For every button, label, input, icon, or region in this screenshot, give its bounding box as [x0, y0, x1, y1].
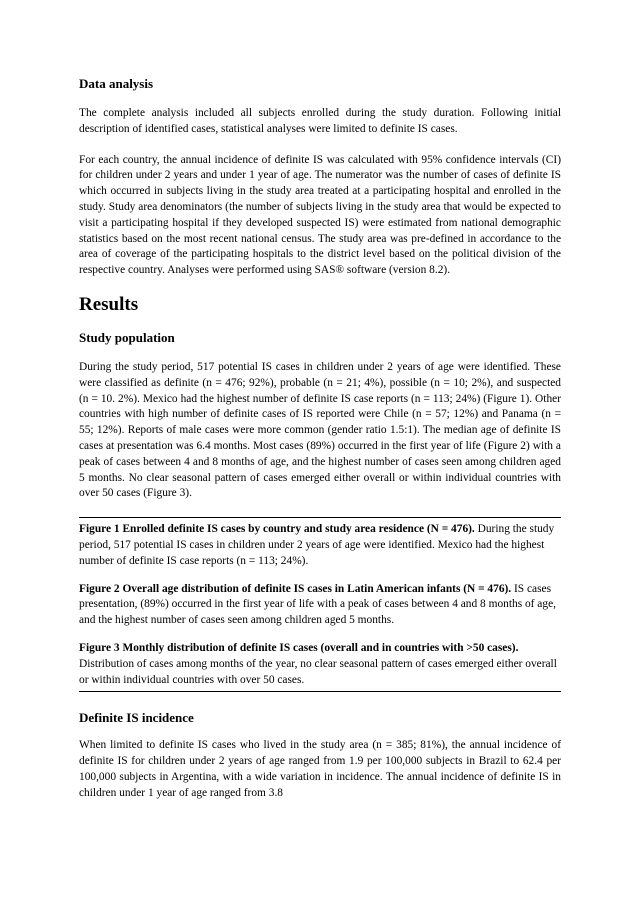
figure-2-text: IS cases presentation, (89%) occurred in the first year of life with a peak of cases between 4 and 8 months of age, and the highest number of cases seen among children aged 5 months.	[79, 582, 556, 627]
figure-3-title: Figure 3 Monthly distribution of definite IS cases (overall and in countries with >50 cases).	[79, 641, 519, 654]
study-population-heading: Study population	[79, 329, 175, 345]
figure-1-title: Figure 1 Enrolled definite IS cases by country and study area residence (N = 476).	[79, 523, 475, 536]
study-population-paragraph: During the study period, 517 potential IS cases in children under 2 years of age were identified. These were classified as definite (n = 476; 92%), probable (n = 21; 4%), possible (n = 10; 2%), and suspected (n = 10. 2%). Mexico had the highest number of definite IS case reports (n = 113; 24%) (Figure 1). Other countries with high number of definite cases of IS reported were Chile (n = 57; 12%) and Panama (n = 55; 12%). Reports of male cases were more common (gender ratio 1.5:1). The median age of definite IS cases at presentation was 6.4 months. Most cases (89%) occurred in the first year of life (Figure 2) with a peak of cases between 4 and 8 months of age, and the highest number of cases seen among children aged 5 months. No clear seasonal pattern of cases emerged either overall or within individual countries with over 50 cases (Figure 3).	[79, 360, 561, 500]
figure-1-caption	[79, 522, 561, 569]
figure-2-title: Figure 2 Overall age distribution of definite IS cases in Latin American infants (N = 476).	[79, 582, 512, 595]
figure-1-text: During the study period, 517 potential IS cases in children under 2 years of age were identified. Mexico had the highest number of definite IS case reports (n = 113; 24%).	[79, 523, 555, 567]
data-analysis-paragraph-1: The complete analysis included all subjects enrolled during the study duration. Following initial description of identified cases, statistical analyses were limited to definite IS cases.	[79, 107, 561, 135]
results-heading: Results	[79, 293, 139, 315]
figure-2-caption	[79, 582, 561, 629]
incidence-heading: Definite IS incidence	[79, 710, 194, 726]
document-page	[79, 76, 561, 817]
figure-3-caption	[79, 641, 561, 688]
figure-captions-box	[79, 517, 561, 692]
incidence-paragraph: When limited to definite IS cases who lived in the study area (n = 385; 81%), the annual incidence of definite IS for children under 2 years of age ranged from 1.9 per 100,000 subjects in Brazil to 62.4 per 100,000 subjects in Argentina, with a wide variation in incidence. The annual incidence of definite IS in children under 1 year of age ranged from 3.8	[79, 739, 561, 799]
data-analysis-paragraph-2: For each country, the annual incidence of definite IS was calculated with 95% confidence intervals (CI) for children under 2 years and under 1 year of age. The numerator was the number of cases of definite IS which occurred in subjects living in the study area treated at a participating hospital and enrolled in the study. Study area denominators (the number of subjects living in the study area that would be expected to visit a participating hospital if they developed suspected IS) were estimated from national demographic statistics based on the most recent national census. The study area was pre-defined in accordance to the area of coverage of the participating hospitals to the district level based on the political division of the respective country. Analyses were performed using SAS® software (version 8.2).	[79, 153, 561, 277]
data-analysis-heading: Data analysis	[79, 76, 154, 91]
figure-3-text: Distribution of cases among months of the year, no clear seasonal pattern of cases emerged either overall or within individual countries with over 50 cases.	[79, 657, 557, 686]
